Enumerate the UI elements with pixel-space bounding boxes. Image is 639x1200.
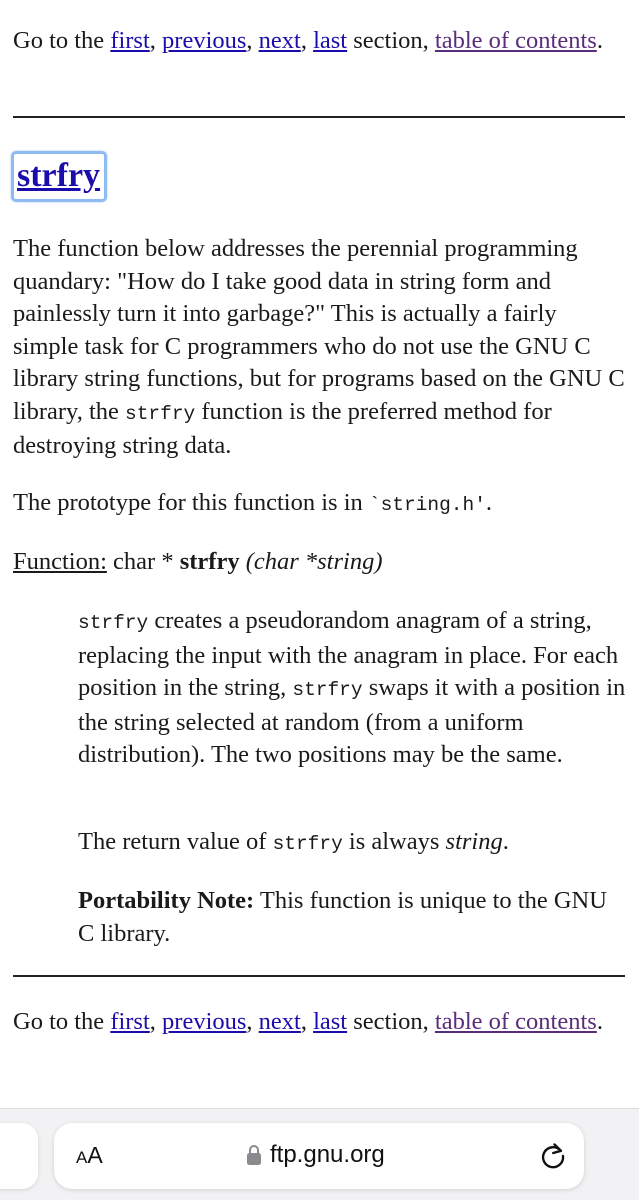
portability-label: Portability Note: — [78, 887, 255, 914]
description-code: strfry — [292, 679, 363, 701]
nav-prefix-text: Go to the — [13, 1008, 111, 1035]
description-text-end: swaps it with a position in the string selected at random (from a uniform distribution). The two positions may be the same. — [78, 674, 626, 768]
nav-separator: , — [246, 27, 259, 54]
nav-suffix-text: . — [596, 27, 603, 54]
reload-icon[interactable] — [538, 1141, 568, 1171]
portability-note — [78, 885, 626, 950]
previous-tab-pill[interactable] — [0, 1123, 38, 1189]
return-code: strfry — [272, 833, 343, 855]
nav-toc-link[interactable]: table of contents — [434, 1008, 597, 1035]
nav-next-link[interactable]: next — [258, 27, 301, 54]
function-description — [78, 605, 626, 772]
portability-text: This function is unique to the GNU C library. — [78, 887, 607, 947]
text-size-button[interactable] — [76, 1142, 103, 1169]
nav-previous-link[interactable]: previous — [162, 1008, 247, 1035]
browser-bottom-toolbar — [0, 1108, 639, 1200]
nav-separator: , — [246, 1008, 259, 1035]
function-return-type: char * — [106, 548, 180, 575]
prototype-text-end: . — [485, 489, 493, 516]
text-size-small-glyph: A — [76, 1148, 88, 1167]
nav-first-link[interactable]: first — [110, 1008, 150, 1035]
intro-text: The function below addresses the perennial programming quandary: "How do I take good data in string form and painlessly turn it into garbage?" This is actually a fairly simple task for C programmers who do not use the GNU C library string functions, but for programs based on the GNU C library, the — [13, 235, 625, 425]
description-code: strfry — [78, 612, 149, 634]
nav-next-link[interactable]: next — [258, 1008, 301, 1035]
heading-focus-ring — [11, 151, 107, 202]
nav-separator: , — [149, 1008, 163, 1035]
bottom-navigation — [13, 1006, 613, 1038]
prototype-paragraph — [13, 487, 625, 522]
return-text: The return value of — [78, 828, 273, 855]
nav-last-link[interactable]: last — [313, 27, 348, 54]
lock-icon — [246, 1144, 262, 1166]
nav-suffix-text: . — [596, 1008, 603, 1035]
description-text: creates a pseudorandom anagram of a string, replacing the input with the anagram in place. For each position in the string, — [78, 607, 619, 701]
top-divider — [13, 116, 625, 118]
return-text-end: . — [502, 828, 509, 855]
bottom-divider — [13, 975, 625, 977]
text-size-big-glyph: A — [87, 1142, 103, 1168]
function-name: strfry — [179, 548, 240, 575]
nav-last-link[interactable]: last — [313, 1008, 348, 1035]
function-label: Function: — [13, 548, 107, 575]
return-italic: string — [445, 828, 503, 855]
address-bar[interactable] — [54, 1123, 584, 1189]
function-definition — [13, 546, 625, 579]
intro-text-end: function is the preferred method for destroying string data. — [13, 397, 552, 459]
return-value-paragraph — [78, 826, 626, 861]
prototype-text: The prototype for this function is in — [13, 489, 369, 516]
nav-separator: , — [300, 1008, 314, 1035]
nav-prefix-text: Go to the — [13, 27, 111, 54]
nav-separator: , — [149, 27, 163, 54]
function-params: (char *string) — [239, 548, 383, 575]
return-text-mid: is always — [342, 828, 446, 855]
url-display[interactable] — [246, 1141, 385, 1169]
url-text: ftp.gnu.org — [270, 1141, 385, 1168]
nav-separator: , — [300, 27, 314, 54]
intro-paragraph — [13, 233, 625, 463]
page-heading-link[interactable]: strfry — [17, 157, 101, 194]
prototype-header-code: `string.h' — [368, 494, 486, 516]
nav-toc-link[interactable]: table of contents — [434, 27, 597, 54]
intro-code: strfry — [125, 402, 196, 425]
top-navigation — [13, 25, 613, 57]
nav-mid-text: section, — [347, 1008, 435, 1035]
nav-previous-link[interactable]: previous — [162, 27, 247, 54]
nav-mid-text: section, — [347, 27, 435, 54]
nav-first-link[interactable]: first — [110, 27, 150, 54]
